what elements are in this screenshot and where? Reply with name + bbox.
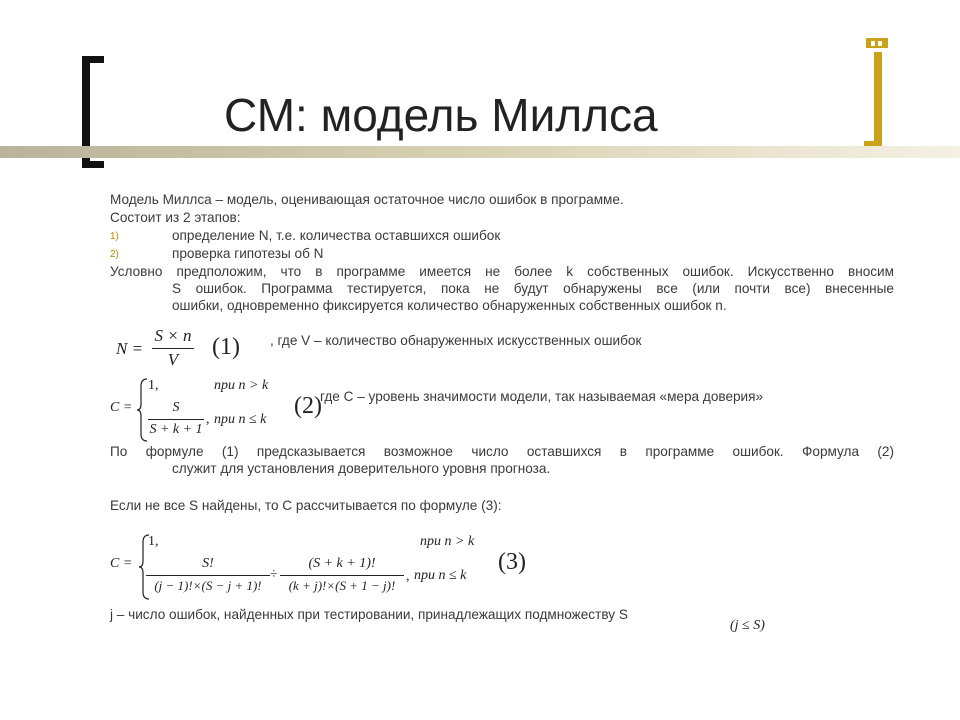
j-condition: (j ≤ S) — [730, 618, 765, 633]
formula-3-case2-condition: при n ≤ k — [414, 568, 467, 583]
brace-icon — [136, 378, 148, 442]
list-item-number: 1) — [110, 231, 119, 242]
formula-3-fraction1-numerator: S! — [202, 556, 214, 571]
formula-2-lhs: C = — [110, 400, 133, 415]
title-underline-decoration — [0, 146, 960, 158]
fraction-bar — [146, 575, 270, 576]
formula-1-denominator: V — [167, 350, 179, 369]
formula-3-label: (3) — [498, 549, 526, 575]
formula-3-fraction2-numerator: (S + k + 1)! — [308, 556, 376, 571]
formula-2-case1-condition: при n > k — [214, 378, 269, 393]
stages-intro: Состоит из 2 этапов: — [110, 210, 241, 225]
formula-3 — [110, 532, 490, 602]
formula-1-lhs: N = — [116, 339, 144, 358]
formula-3-divide: ÷ — [270, 567, 278, 582]
formula-3-lhs: C = — [110, 556, 133, 571]
assumption-line: S ошибок. Программа тестируется, пока не будут обнаружены все (или почти все) внесенные — [172, 281, 894, 296]
formula-1-numerator: S × n — [154, 326, 192, 345]
formula-3-case1-condition: при n > k — [420, 534, 475, 549]
fraction-bar — [152, 348, 194, 349]
assumption-line: ошибки, одновременно фиксируется количество обнаруженных собственных ошибок n. — [172, 298, 727, 313]
formula-1 — [116, 326, 226, 372]
formula-2-case2-numerator: S — [172, 400, 180, 415]
j-definition: j – число ошибок, найденных при тестировании, принадлежащих подмножеству S — [110, 607, 628, 622]
intro-text: Модель Миллса – модель, оценивающая остаточное число ошибок в программе. — [110, 192, 624, 207]
formula-2-case1-value: 1, — [148, 378, 159, 393]
assumption-paragraph — [110, 263, 894, 314]
formula-2-comma: , — [206, 412, 210, 427]
list-item-number: 2) — [110, 249, 119, 260]
formula-2 — [110, 376, 290, 444]
list-item-text: определение N, т.е. количества оставшихся ошибок — [172, 228, 501, 243]
formula-3-fraction1-denominator: (j − 1)!×(S − j + 1)! — [154, 578, 262, 593]
formula-2-note: где C – уровень значимости модели, так называемая «мера доверия» — [320, 389, 764, 404]
formula-1-note: , где V – количество обнаруженных искусственных ошибок — [270, 333, 642, 348]
fraction-bar — [148, 419, 204, 420]
formula-3-fraction2-denominator: (k + j)!×(S + 1 − j)! — [288, 578, 396, 593]
list-item-text: проверка гипотезы об N — [172, 246, 324, 261]
explanation-line: служит для установления доверительного уровня прогноза. — [172, 461, 551, 476]
formula-2-case2-condition: при n ≤ k — [214, 412, 267, 427]
explanation-line: По формуле (1) предсказывается возможное число оставшихся в программе ошибок. Формула (2) — [110, 444, 894, 459]
fraction-bar — [280, 575, 404, 576]
slide-title: СМ: модель Миллса — [224, 89, 658, 141]
formula-2-case2-denominator: S + k + 1 — [149, 422, 203, 437]
explanation-paragraph — [110, 443, 894, 477]
formula-1-label: (1) — [212, 334, 240, 360]
formula-3-comma: , — [406, 569, 410, 584]
assumption-line: Условно предположим, что в программе имеется не более k собственных ошибок. Искусственно вносим — [110, 264, 894, 279]
right-bracket-decoration — [864, 38, 890, 148]
formula-3-case1-value: 1, — [148, 534, 159, 549]
formula-2-label: (2) — [294, 393, 322, 419]
formula-3-intro: Если не все S найдены, то C рассчитывается по формуле (3): — [110, 498, 502, 513]
